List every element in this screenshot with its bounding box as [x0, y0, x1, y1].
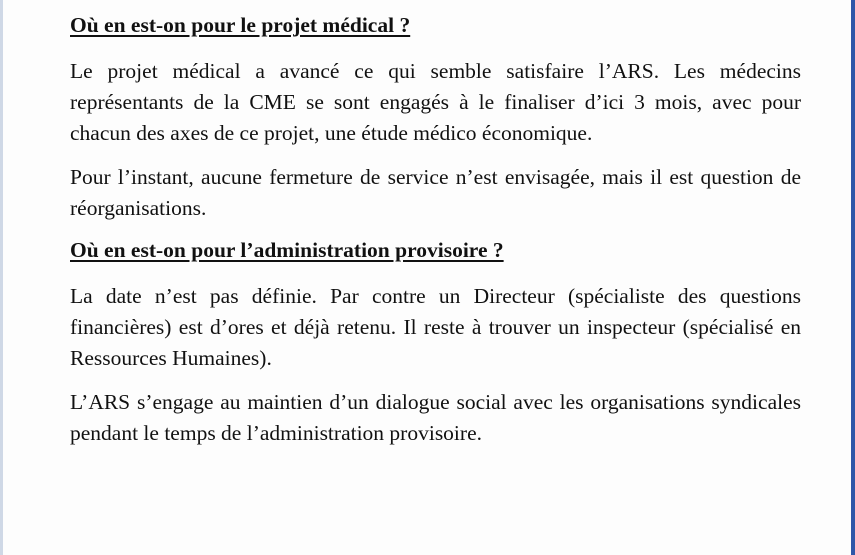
document-body	[70, 10, 801, 449]
section-heading-projet-medical: Où en est-on pour le projet médical ?	[70, 13, 411, 37]
paragraph-date-directeur: La date n’est pas définie. Par contre un Directeur (spécialiste des questions financières) est d’ores et déjà retenu. Il reste à trouver un inspecteur (spécialisé en Ressources Humaines).	[70, 284, 801, 370]
page-left-border	[0, 0, 3, 555]
window-right-border	[851, 0, 855, 555]
paragraph-fermeture-service: Pour l’instant, aucune fermeture de service n’est envisagée, mais il est question de réorganisations.	[70, 165, 801, 220]
section-projet-medical	[70, 10, 801, 224]
paragraph-dialogue-social: L’ARS s’engage au maintien d’un dialogue social avec les organisations syndicales pendant le temps de l’administration provisoire.	[70, 390, 801, 445]
paragraph-projet-medical-avancement: Le projet médical a avancé ce qui semble satisfaire l’ARS. Les médecins représentants de la CME se sont engagés à le finaliser d’ici 3 mois, avec pour chacun des axes de ce projet, une étude médico économique.	[70, 59, 801, 145]
section-administration-provisoire	[70, 235, 801, 449]
section-heading-administration-provisoire: Où en est-on pour l’administration provisoire ?	[70, 238, 504, 262]
